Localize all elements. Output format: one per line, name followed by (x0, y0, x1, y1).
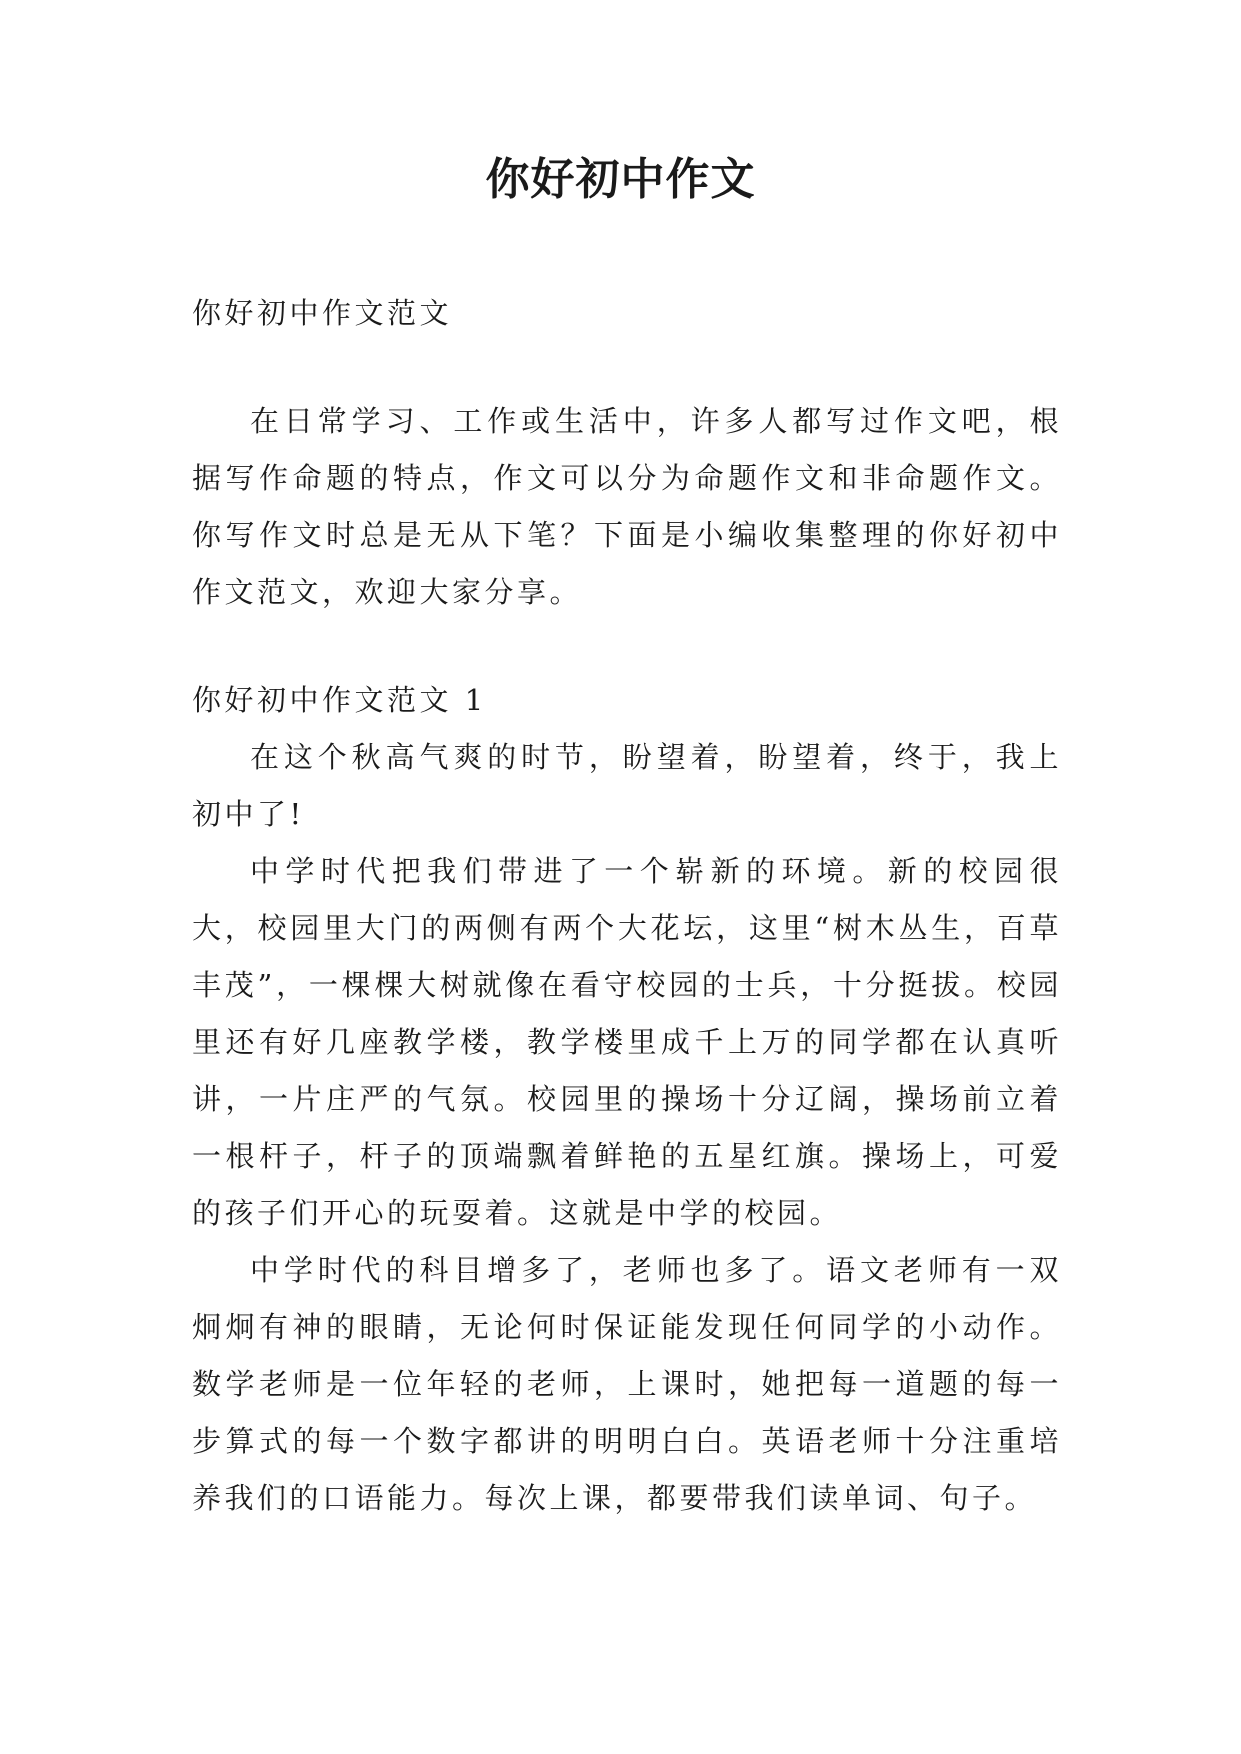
document-title: 你好初中作文 (485, 154, 756, 205)
section-heading: 你好初中作文范文 1 (192, 683, 487, 717)
body-paragraph: 在这个秋高气爽的时节，盼望着，盼望着，终于，我上初中了! (192, 740, 1062, 831)
document-body (192, 285, 1062, 1527)
document-subtitle: 你好初中作文范文 (192, 296, 453, 330)
body-paragraph: 中学时代把我们带进了一个崭新的环境。新的校园很大，校园里大门的两侧有两个大花坛，这里“树木丛生，百草丰茂”，一棵棵大树就像在看守校园的士兵，十分挺拔。校园里还有好几座教学楼，教学楼里成千上万的同学都在认真听讲，一片庄严的气氛。校园里的操场十分辽阔，操场前立着一根杆子，杆子的顶端飘着鲜艳的五星红旗。操场上，可爱的孩子们开心的玩耍着。这就是中学的校园。 (192, 854, 1062, 1230)
body-paragraph: 中学时代的科目增多了，老师也多了。语文老师有一双炯炯有神的眼睛，无论何时保证能发现任何同学的小动作。数学老师是一位年轻的老师，上课时，她把每一道题的每一步算式的每一个数字都讲的明明白白。英语老师十分注重培养我们的口语能力。每次上课，都要带我们读单词、句子。 (192, 1253, 1062, 1515)
intro-paragraph: 在日常学习、工作或生活中，许多人都写过作文吧，根据写作命题的特点，作文可以分为命题作文和非命题作文。你写作文时总是无从下笔？下面是小编收集整理的你好初中作文范文，欢迎大家分享。 (192, 404, 1062, 609)
